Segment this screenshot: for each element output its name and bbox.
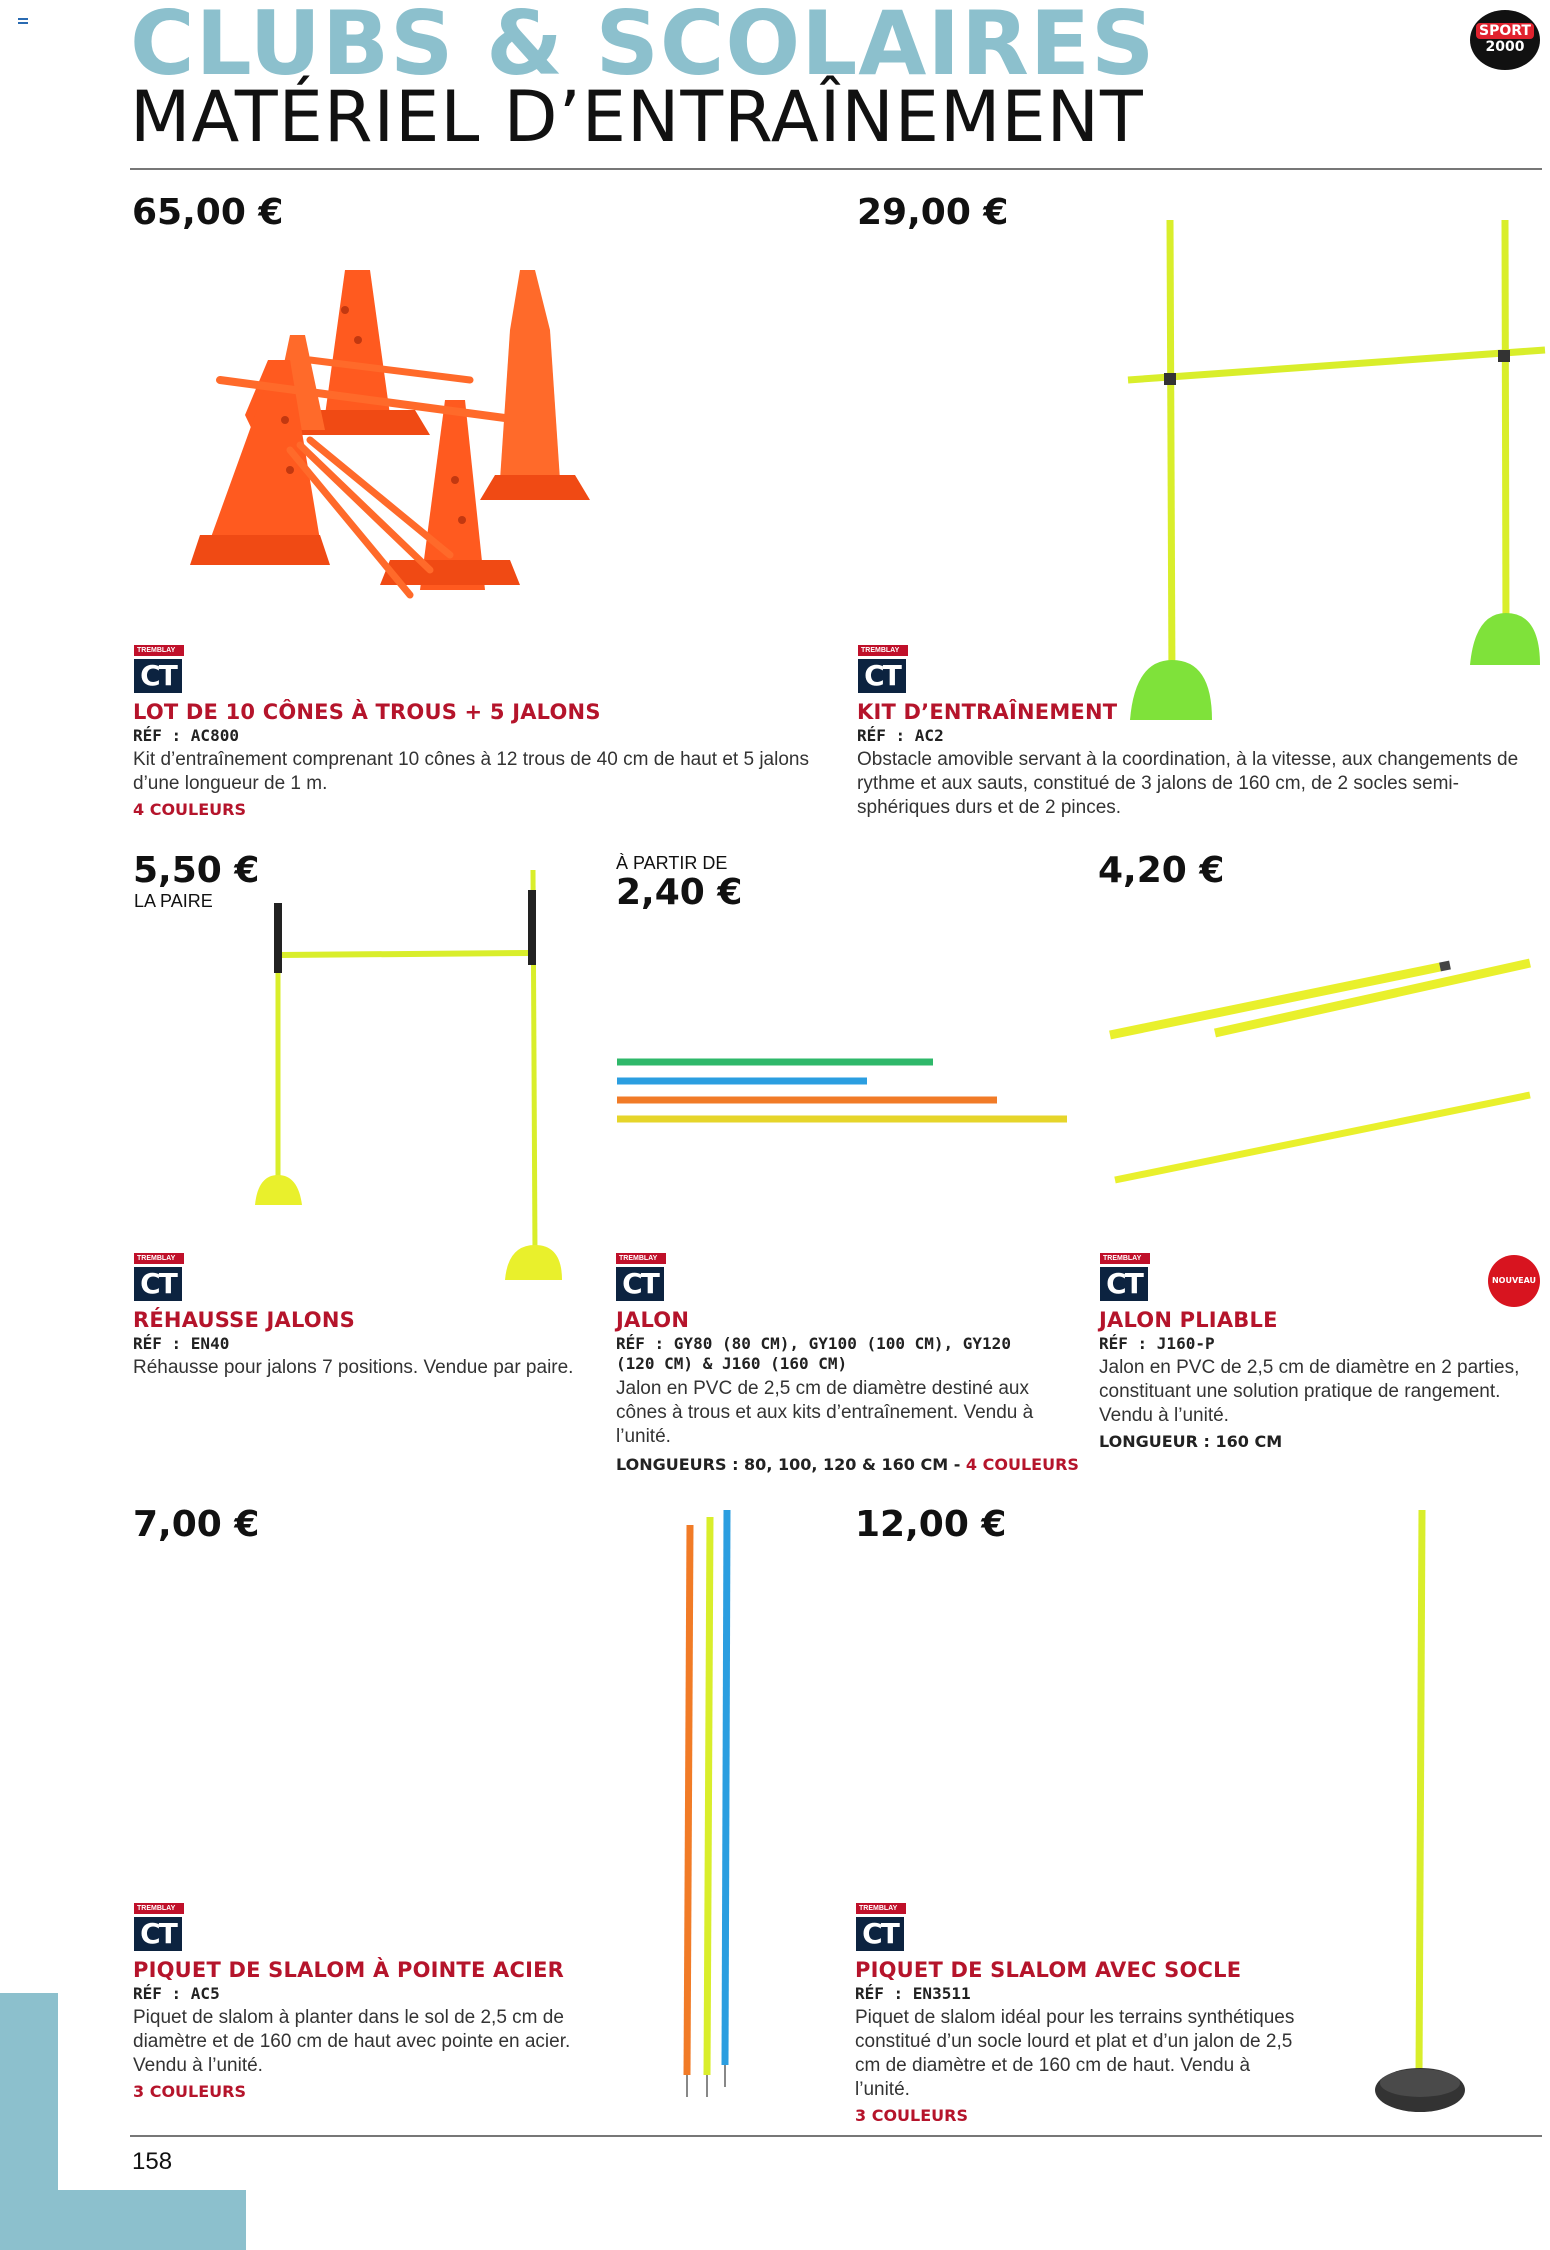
product-desc-piquet-acier: Piquet de slalom à planter dans le sol de 2,5 cm de diamètre et de 160 cm de haut avec pointe en acier. Vendu à l’unité.: [133, 2007, 571, 2076]
product-desc-jalon-pliable: Jalon en PVC de 2,5 cm de diamètre en 2 parties, constituant une solution pratique de rangement. Vendu à l’unité.: [1099, 1357, 1520, 1426]
page-number: 158: [132, 2148, 173, 2175]
price-jalon: 2,40 €: [616, 872, 743, 913]
price-prefix: À PARTIR DE: [616, 853, 728, 873]
product-title-piquet-acier: PIQUET DE SLALOM À POINTE ACIER: [133, 1958, 564, 1982]
product-desc-piquet-socle: Piquet de slalom idéal pour les terrains synthétiques constitué d’un socle lourd et plat et d’un jalon de 2,5 cm de diamètre et de 160 cm de haut. Vendu à l’unité.: [855, 2007, 1295, 2100]
product-title-cones: LOT DE 10 CÔNES À TROUS + 5 JALONS: [133, 700, 601, 724]
product-ref-jalon-pliable: RÉF : J160-P: [1099, 1334, 1215, 1353]
product-lengths-jalon: LONGUEURS : 80, 100, 120 & 160 CM - 4 COULEURS: [616, 1455, 1079, 1474]
page-title: MATÉRIEL D’ENTRAÎNEMENT: [130, 76, 1144, 158]
tremblay-logo: TREMBLAY CT: [856, 1903, 906, 1953]
header-divider: [130, 168, 1542, 170]
jalon-pliable-image: [1105, 955, 1535, 1185]
footer-divider: [130, 2135, 1542, 2137]
product-desc-kit: Obstacle amovible servant à la coordination, à la vitesse, aux changements de rythme et aux sauts, constitué de 3 jalons de 160 cm, de 2 socles semi-sphériques durs et de 2 pinces.: [857, 749, 1519, 818]
product-title-rehausse: RÉHAUSSE JALONS: [133, 1308, 355, 1332]
sport2000-logo: SPORT 2000: [1470, 10, 1540, 70]
product-length-jalon-pliable: LONGUEUR : 160 CM: [1099, 1432, 1283, 1451]
footer-band: [0, 2190, 246, 2250]
product-desc-rehausse: Réhausse pour jalons 7 positions. Vendue par paire.: [133, 1357, 574, 1378]
price-jalon-pliable: 4,20 €: [1098, 850, 1225, 891]
tremblay-logo: TREMBLAY CT: [134, 1253, 184, 1303]
tremblay-logo: TREMBLAY CT: [1100, 1253, 1150, 1303]
product-ref-piquet-acier: RÉF : AC5: [133, 1984, 220, 2003]
cones-kit-image: [230, 270, 710, 610]
product-desc-jalon: Jalon en PVC de 2,5 cm de diamètre destiné aux cônes à trous et aux kits d’entraînement. Vendu à l’unité.: [616, 1378, 1034, 1447]
piquet-acier-image: [670, 1505, 740, 2105]
product-title-jalon-pliable: JALON PLIABLE: [1099, 1308, 1278, 1332]
jalon-image: [615, 1050, 1075, 1120]
tremblay-logo: TREMBLAY CT: [134, 645, 184, 695]
tremblay-logo: TREMBLAY CT: [616, 1253, 666, 1303]
product-title-jalon: JALON: [616, 1308, 690, 1332]
new-badge: NOUVEAU: [1488, 1255, 1540, 1307]
piquet-socle-image: [1375, 1505, 1475, 2115]
product-colors-piquet-acier: 3 COULEURS: [133, 2082, 246, 2101]
product-title-piquet-socle: PIQUET DE SLALOM AVEC SOCLE: [855, 1958, 1242, 1982]
corner-mark: [18, 18, 28, 24]
section-title: CLUBS & SCOLAIRES: [130, 0, 1156, 95]
price-unit-note: LA PAIRE: [134, 891, 213, 911]
price-lot-cones: 65,00 €: [132, 192, 284, 233]
section-tab: [0, 1993, 58, 2193]
price-rehausse: 5,50 €: [133, 850, 260, 891]
training-kit-image: [1120, 215, 1550, 725]
product-colors-piquet-socle: 3 COULEURS: [855, 2106, 968, 2125]
product-colors-cones: 4 COULEURS: [133, 800, 246, 819]
product-title-kit: KIT D’ENTRAÎNEMENT: [857, 700, 1118, 724]
product-ref-piquet-socle: RÉF : EN3511: [855, 1984, 971, 2003]
price-piquet-socle: 12,00 €: [855, 1504, 1007, 1545]
tremblay-logo: TREMBLAY CT: [134, 1903, 184, 1953]
product-ref-cones: RÉF : AC800: [133, 726, 239, 745]
tremblay-logo: TREMBLAY CT: [858, 645, 908, 695]
price-piquet-acier: 7,00 €: [133, 1504, 260, 1545]
rehausse-image: [250, 865, 580, 1285]
product-ref-kit: RÉF : AC2: [857, 726, 944, 745]
product-desc-cones: Kit d’entraînement comprenant 10 cônes à 12 trous de 40 cm de haut et 5 jalons d’une longueur de 1 m.: [133, 749, 809, 794]
product-ref-rehausse: RÉF : EN40: [133, 1334, 230, 1353]
price-kit: 29,00 €: [857, 192, 1009, 233]
product-ref-jalon: RÉF : GY80 (80 CM), GY100 (100 CM), GY120 (120 CM) & J160 (160 CM): [616, 1334, 1011, 1373]
